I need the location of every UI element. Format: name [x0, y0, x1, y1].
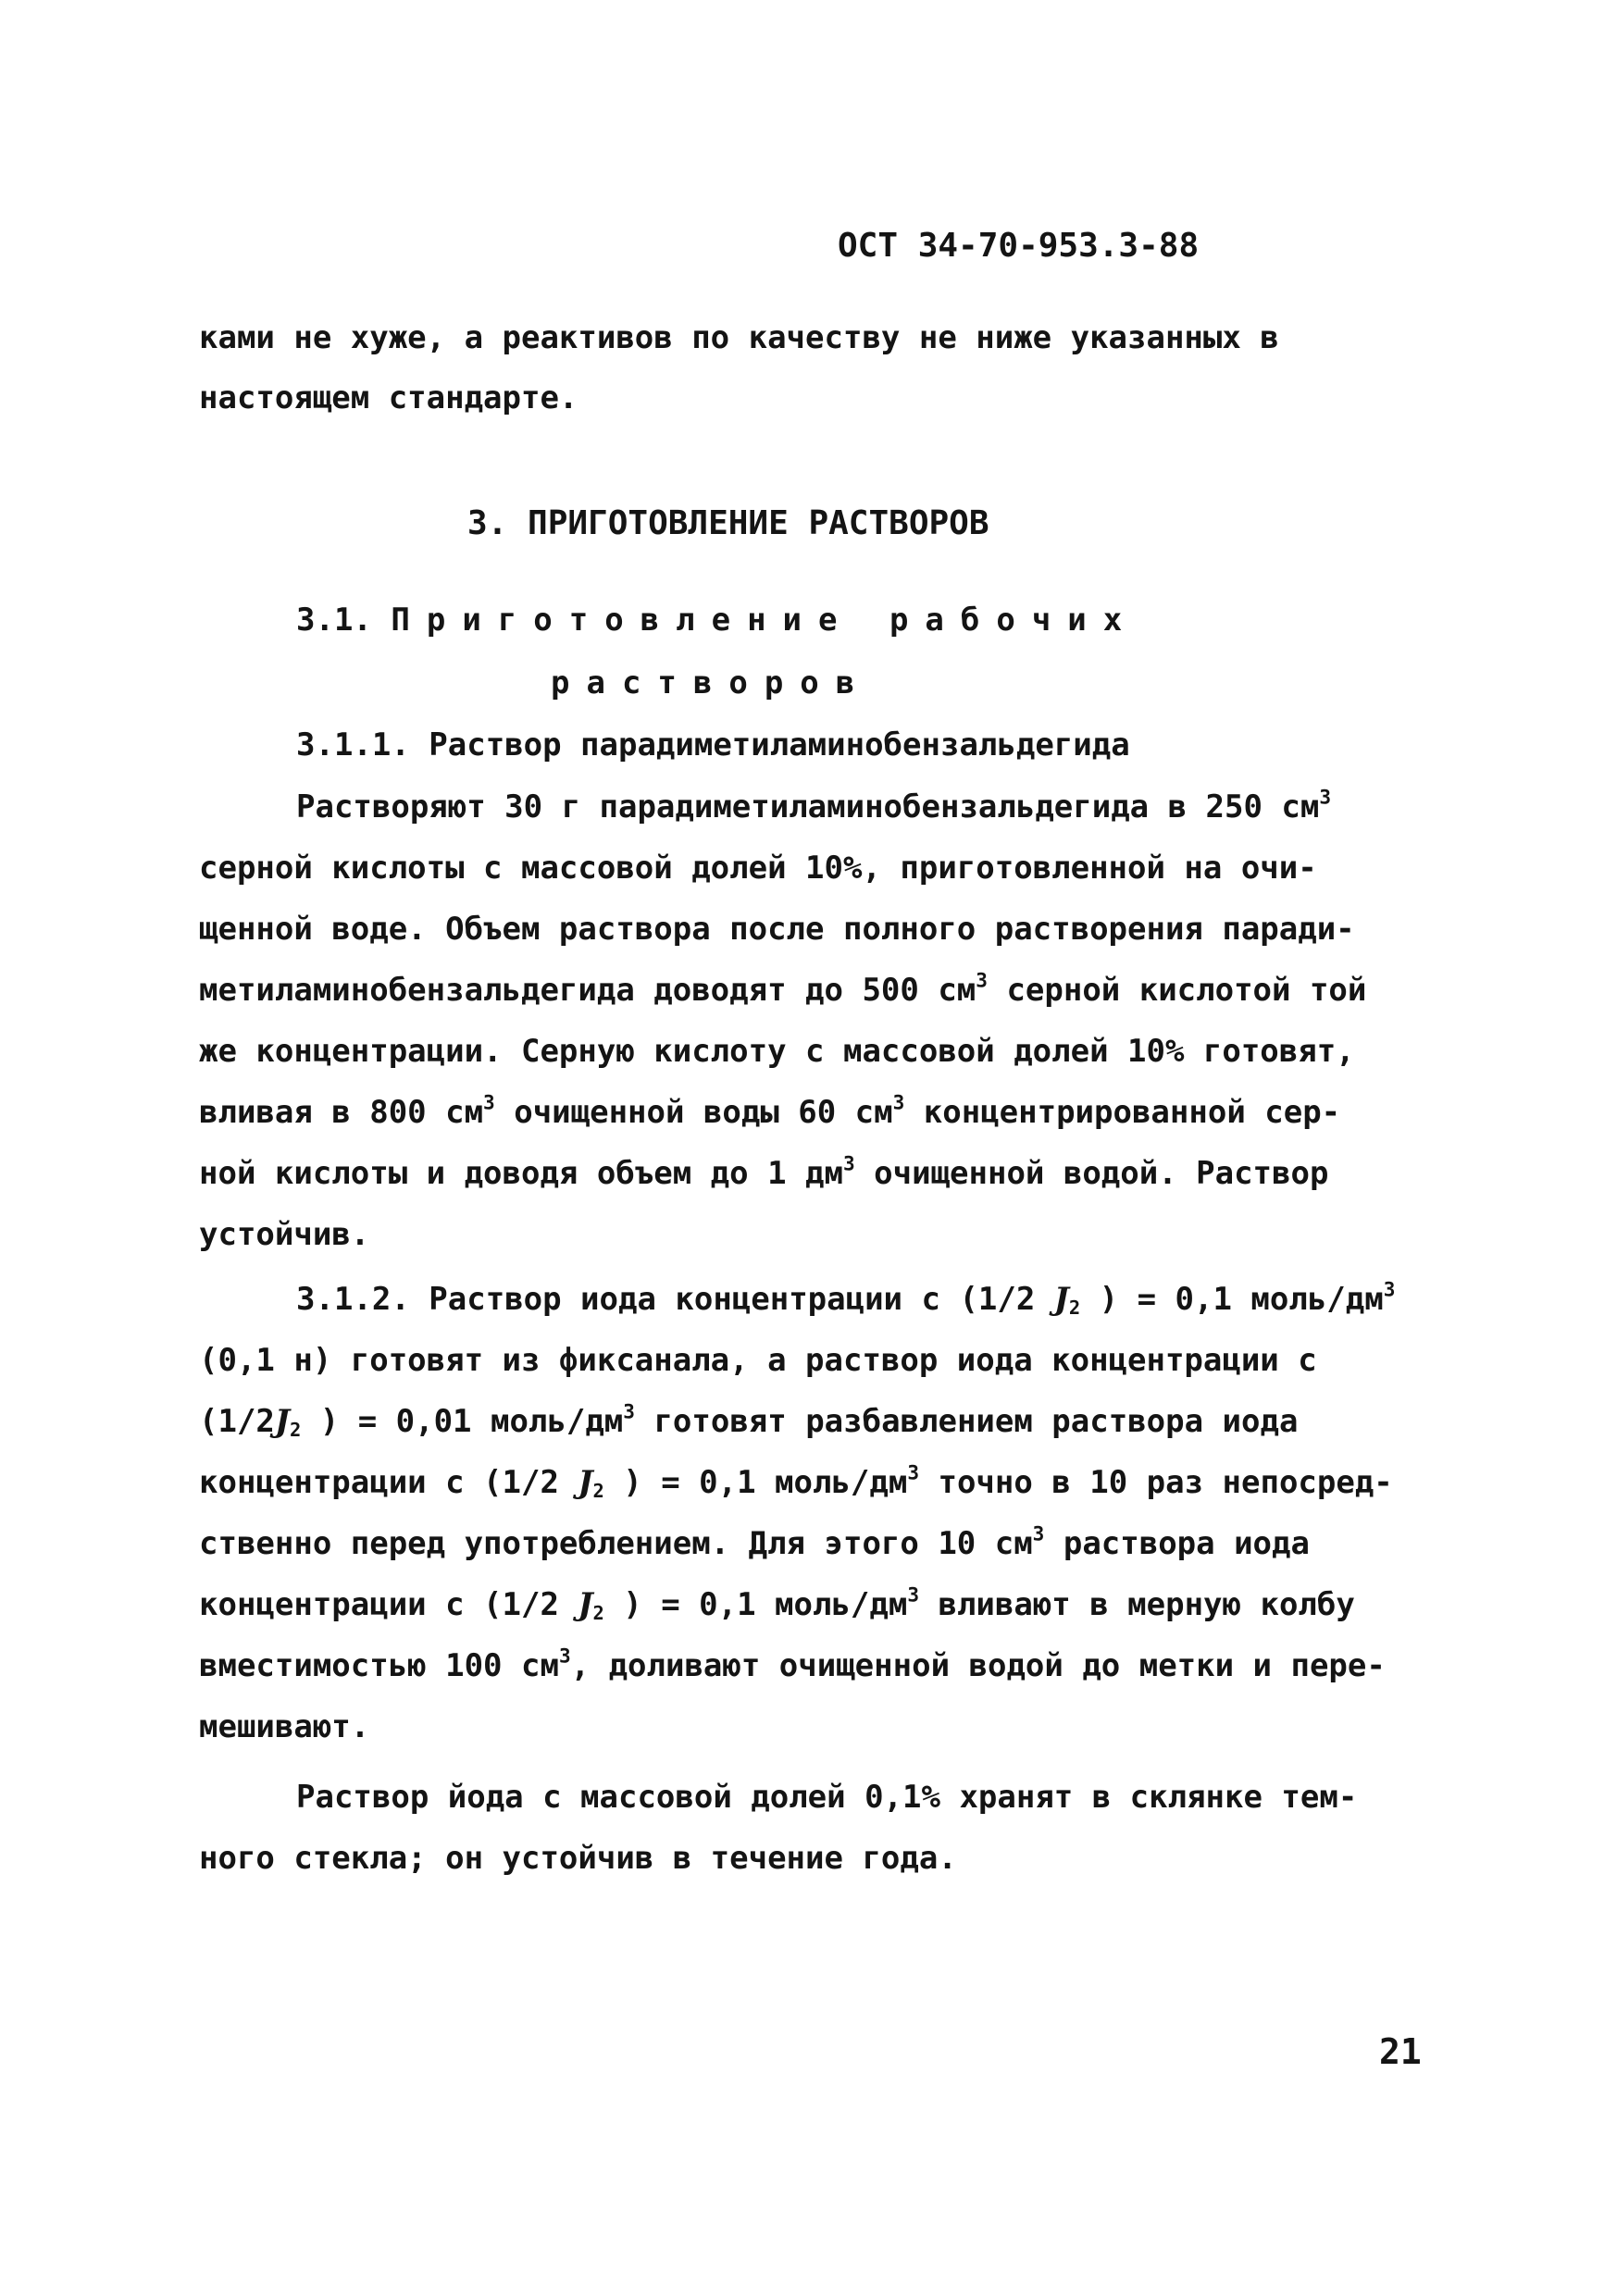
item-312-line-6: концентрации с (1/2 $J_2$ ) = 0,1 моль/$дм^3$ вливают в мерную колбу	[199, 1582, 1355, 1625]
item-312-para2-line-1: Раствор йода с массовой долей 0,1% хранят в склянке тем-	[296, 1779, 1358, 1816]
item-311-heading: 3.1.1. Раствор парадиметиламинобензальдегида	[296, 726, 1130, 763]
subsection-number: 3.1.	[296, 602, 372, 639]
item-311-line-2: серной кислоты с массовой долей 10%, приготовленной на очи-	[199, 850, 1317, 887]
item-312-line-7: вместимостью 100 $см^3$, доливают очищенной водой до метки и пере-	[199, 1644, 1386, 1684]
item-312-line-4: концентрации с (1/2 $J_2$ ) = 0,1 моль/$дм^3$ точно в 10 раз непосред-	[199, 1460, 1393, 1503]
subsection-title-line-2: растворов	[551, 664, 872, 701]
item-312-line-8: мешивают.	[199, 1708, 370, 1745]
iodine-symbol: J	[578, 1464, 593, 1501]
section-title: 3. ПРИГОТОВЛЕНИЕ РАСТВОРОВ	[467, 504, 989, 542]
item-311-line-6: вливая в 800 $см^3$ очищенной воды 60 $см^3$ концентрированной сер-	[199, 1090, 1341, 1131]
item-312-line-1: 3.1.2. Раствор иода концентрации с (1/2 $J_2$ ) = 0,1 моль/$дм^3$	[296, 1277, 1396, 1320]
item-311-line-8: устойчив.	[199, 1216, 370, 1253]
item-312-line-3: ($1/2J_2$ ) = 0,01 моль/$дм^3$ готовят разбавлением раствора иода	[199, 1399, 1299, 1442]
item-311-line-1: Растворяют 30 г парадиметиламинобензальдегида в 250 $см^3$	[296, 785, 1332, 825]
item-312-line-2: (0,1 н) готовят из фиксанала, а раствор иода концентрации с	[199, 1342, 1317, 1379]
item-312-line-5: ственно перед употреблением. Для этого 10 $см^3$ раствора иода	[199, 1521, 1310, 1562]
item-311-line-3: щенной воде. Объем раствора после полного растворения паради-	[199, 911, 1355, 948]
intro-line-1: ками не хуже, а реактивов по качеству не ниже указанных в	[199, 319, 1279, 356]
item-312-para2-line-2: ного стекла; он устойчив в течение года.	[199, 1840, 957, 1877]
subsection-title-line-1: Приготовление рабочих	[391, 602, 1139, 639]
item-311-line-7: ной кислоты и доводя объем до 1 $дм^3$ очищенной водой. Раствор	[199, 1151, 1329, 1192]
document-code: ОСТ 34-70-953.3-88	[838, 227, 1200, 265]
item-311-line-5: же концентрации. Серную кислоту с массовой долей 10% готовят,	[199, 1033, 1355, 1070]
iodine-symbol: J	[274, 1403, 290, 1440]
iodine-symbol: J	[578, 1586, 593, 1623]
iodine-symbol: J	[1053, 1281, 1069, 1318]
item-311-line-4: метиламинобензальдегида доводят до 500 $см^3$ серной кислотой той	[199, 968, 1367, 1009]
subsection-heading	[296, 602, 1138, 639]
page-number: 21	[1379, 2031, 1422, 2072]
intro-line-2: настоящем стандарте.	[199, 379, 578, 416]
